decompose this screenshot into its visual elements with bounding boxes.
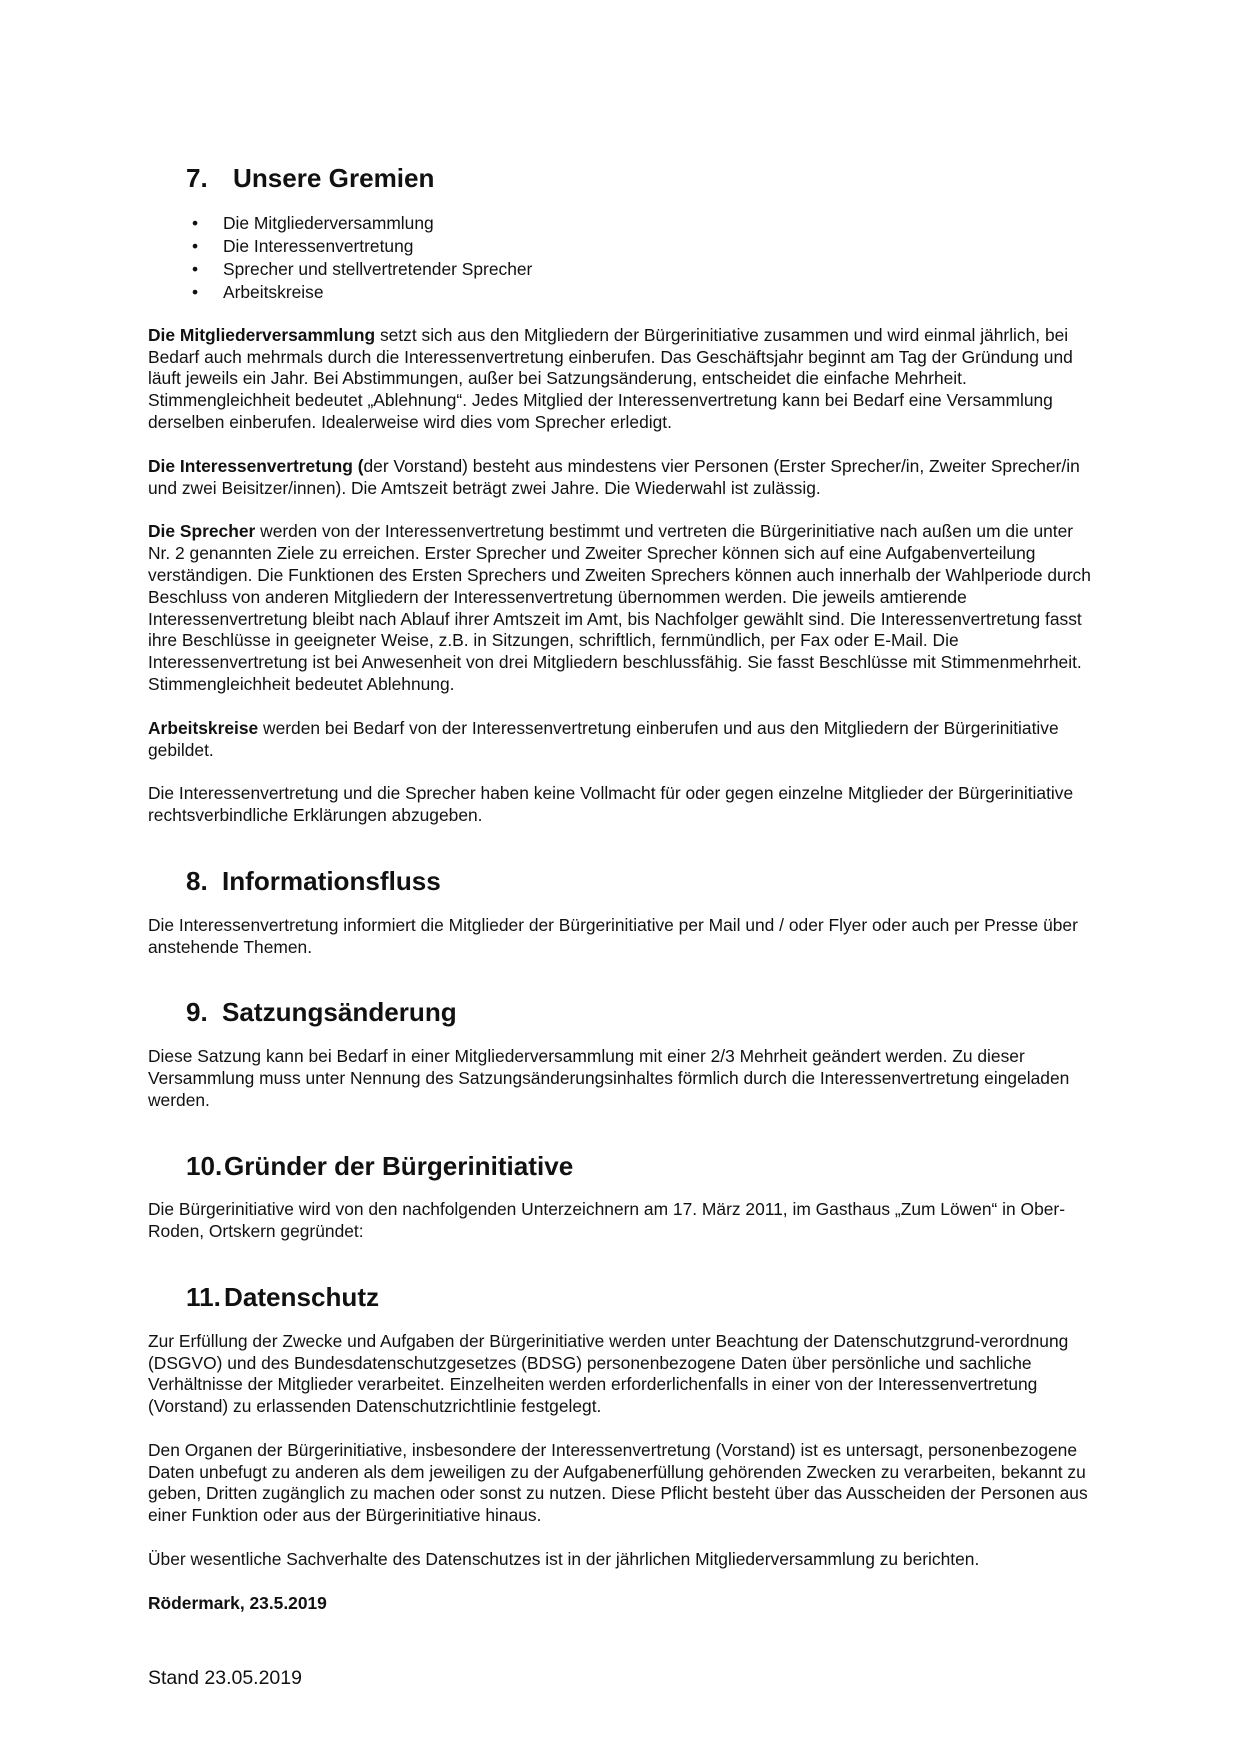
- paragraph-datenschutz-2: Den Organen der Bürgerinitiative, insbesondere der Interessenvertretung (Vorstand) ist es untersagt, personenbezogene Daten unbefugt zu anderen als dem jeweiligen zu der Aufgabenerfüllung gehörenden Zwecken zu verarbeiten, bekannt zu geben, Dritten zugänglich zu machen oder sonst zu nutzen. Diese Pflicht besteht über das Ausscheiden der Personen aus einer Funktion oder aus der Bürgerinitiative hinaus.: [148, 1439, 1088, 1526]
- bullet-icon: •: [192, 258, 199, 279]
- place-date: Rödermark, 23.5.2019: [148, 1592, 327, 1613]
- section-title: Unsere Gremien: [233, 163, 435, 193]
- bullet-icon: •: [192, 212, 199, 233]
- section-number: 11.: [186, 1281, 221, 1312]
- paragraph-sprecher: Die Sprecher werden von der Interessenvertretung bestimmt und vertreten die Bürgerinitiative nach außen um die unter Nr. 2 genannten Ziele zu erreichen. Erster Sprecher und Zweiter Sprecher können sich auf eine Aufgabenverteilung verständigen. Die Funktionen des Ersten Sprechers und Zweiten Sprechers können auch innerhalb der Wahlperiode durch Beschluss von anderen Mitgliedern der Interessenvertretung übernommen werden. Die jeweils amtierende Interessenvertretung bleibt nach Ablauf ihrer Amtszeit im Amt, bis Nachfolger gewählt sind. Die Interessenvertretung fasst ihre Beschlüsse in geeigneter Weise, z.B. in Sitzungen, schriftlich, fernmündlich, per Fax oder E-Mail. Die Interessenvertretung ist bei Anwesenheit von drei Mitgliedern beschlussfähig. Sie fasst Beschlüsse mit Stimmenmehrheit. Stimmengleichheit bedeutet Ablehnung.: [148, 521, 1091, 694]
- paragraph-informationsfluss: Die Interessenvertretung informiert die Mitglieder der Bürgerinitiative per Mail und / oder Flyer oder auch per Presse über anstehende Themen.: [148, 914, 1078, 957]
- section-8-heading: [186, 865, 1098, 896]
- list-item: • Die Interessenvertretung: [192, 235, 414, 256]
- paragraph-datenschutz-3: Über wesentliche Sachverhalte des Datenschutzes ist in der jährlichen Mitgliederversammlung zu berichten.: [148, 1549, 980, 1570]
- section-9-heading: [186, 997, 1098, 1028]
- document-page: [148, 163, 1098, 1615]
- section-7-heading: [186, 163, 1098, 193]
- section-10-heading: [186, 1150, 1098, 1181]
- paragraph-vollmacht: Die Interessenvertretung und die Sprecher haben keine Vollmacht für oder gegen einzelne Mitglieder der Bürgerinitiative rechtsverbindliche Erklärungen abzugeben.: [148, 783, 1074, 826]
- committees-list: [148, 212, 1098, 304]
- list-item: • Arbeitskreise: [192, 281, 324, 302]
- section-number: 8.: [186, 865, 208, 896]
- paragraph-arbeitskreise: Arbeitskreise werden bei Bedarf von der Interessenvertretung einberufen und aus den Mitgliedern der Bürgerinitiative gebildet.: [148, 717, 1059, 760]
- section-number: 7.: [186, 163, 208, 193]
- paragraph-datenschutz-1: Zur Erfüllung der Zwecke und Aufgaben der Bürgerinitiative werden unter Beachtung der Datenschutzgrund-verordnung (DSGVO) und des Bundesdatenschutzgesetzes (BDSG) personenbezogene Daten über persönliche und sachliche Verhältnisse der Mitglieder verarbeitet. Einzelheiten werden erforderlichenfalls in einer von der Interessenvertretung (Vorstand) zu erlassenden Datenschutzrichtlinie festgelegt.: [148, 1330, 1069, 1417]
- list-item: • Sprecher und stellvertretender Sprecher: [192, 258, 533, 279]
- bullet-icon: •: [192, 235, 199, 256]
- section-title: Informationsfluss: [222, 865, 441, 896]
- paragraph-interessenvertretung: Die Interessenvertretung (der Vorstand) besteht aus mindestens vier Personen (Erster Sprecher/in, Zweiter Sprecher/in und zwei Beisitzer/innen). Die Amtszeit beträgt zwei Jahre. Die Wiederwahl ist zulässig.: [148, 455, 1080, 498]
- section-11-heading: [186, 1281, 1098, 1312]
- paragraph-mitgliederversammlung: Die Mitgliederversammlung setzt sich aus den Mitgliedern der Bürgerinitiative zusammen und wird einmal jährlich, bei Bedarf auch mehrmals durch die Interessenvertretung einberufen. Das Geschäftsjahr beginnt am Tag der Gründung und läuft jeweils ein Jahr. Bei Abstimmungen, außer bei Satzungsänderung, entscheidet die einfache Mehrheit. Stimmengleichheit bedeutet „Ablehnung“. Jedes Mitglied der Interessenvertretung kann bei Bedarf eine Versammlung derselben einberufen. Idealerweise wird dies vom Sprecher erledigt.: [148, 324, 1073, 432]
- paragraph-satzungsaenderung: Diese Satzung kann bei Bedarf in einer Mitgliederversammlung mit einer 2/3 Mehrheit geändert werden. Zu dieser Versammlung muss unter Nennung des Satzungsänderungsinhaltes förmlich durch die Interessenvertretung eingeladen werden.: [148, 1046, 1070, 1110]
- list-item: • Die Mitgliederversammlung: [192, 212, 434, 233]
- section-title: Satzungsänderung: [222, 997, 457, 1028]
- section-title: Datenschutz: [224, 1281, 380, 1312]
- section-number: 9.: [186, 997, 208, 1028]
- footer-version-date: Stand 23.05.2019: [148, 1667, 302, 1689]
- bullet-icon: •: [192, 281, 199, 302]
- section-number: 10.: [186, 1150, 223, 1181]
- section-title: Gründer der Bürgerinitiative: [224, 1150, 574, 1181]
- paragraph-gruender: Die Bürgerinitiative wird von den nachfolgenden Unterzeichnern am 17. März 2011, im Gasthaus „Zum Löwen“ in Ober-Roden, Ortskern gegründet:: [148, 1199, 1065, 1242]
